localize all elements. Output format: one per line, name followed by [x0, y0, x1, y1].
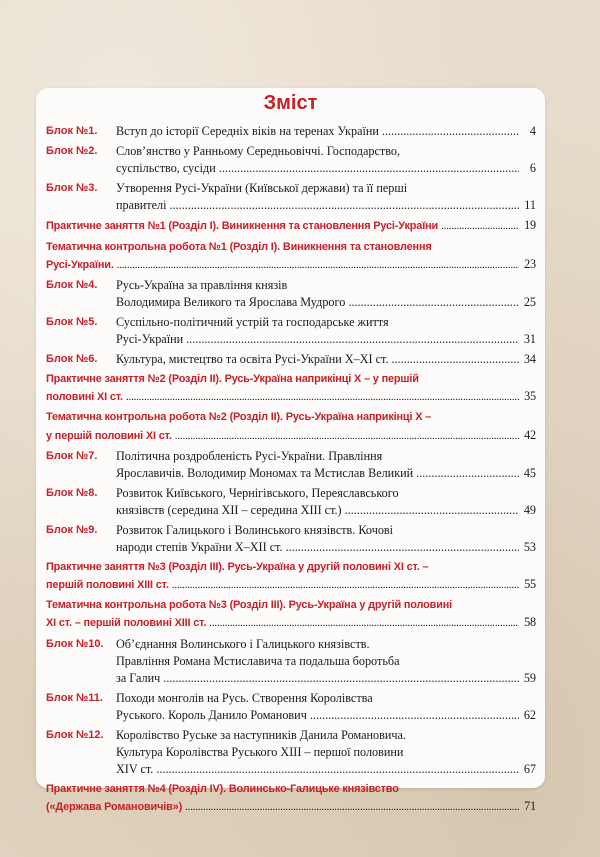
toc-entry-text: Правління Романа Мстиславича та подальша боротьба	[116, 653, 400, 668]
toc-entry[interactable]	[46, 448, 536, 482]
toc-entry-text: у першій половині ХІ ст.	[46, 429, 172, 442]
toc-page-number: 4	[529, 124, 536, 138]
toc-entry[interactable]	[46, 371, 536, 406]
toc-entry-label: Блок №4.	[46, 278, 98, 291]
toc-entry-label: Блок №8.	[46, 486, 98, 499]
toc-entry-text: Ярославичів. Володимир Мономах та Мстислав Великий	[116, 465, 414, 480]
toc-entry-text: суспільство, сусіди	[116, 161, 216, 176]
dot-leader	[117, 257, 519, 274]
toc-entry-text: ХІ ст. – першій половині ХІІІ ст.	[46, 617, 207, 630]
toc-page-number: 25	[523, 294, 536, 309]
toc-entry[interactable]	[46, 727, 536, 778]
toc-entry-text: Об’єднання Волинського і Галицького князівств.	[116, 636, 370, 651]
toc-entry[interactable]	[46, 485, 536, 519]
toc-page-number: 67	[523, 762, 536, 777]
toc-entry-text: Походи монголів на Русь. Створення Королівства	[116, 690, 373, 705]
page-title: Зміст	[263, 92, 318, 114]
toc-entry-text: народи степів України Х–ХІІ ст.	[116, 540, 283, 555]
toc-page-number: 53	[523, 540, 536, 555]
toc-entry-text: Практичне заняття №2 (Розділ ІІ). Русь-Україна наприкінці Х – у першій	[46, 373, 419, 386]
dot-leader	[392, 351, 519, 368]
toc-page-number: 45	[523, 465, 536, 480]
toc-page-number: 23	[524, 256, 536, 271]
dot-leader	[219, 160, 519, 177]
toc-entry-text: Русі-України.	[46, 258, 114, 271]
toc-entry-text: Практичне заняття №1 (Розділ І). Виникнення та становлення Русі-України	[46, 220, 439, 233]
toc-entry-text: першій половині ХІІІ ст.	[46, 579, 169, 592]
toc-entry-text: Королівство Руське за наступників Данила Романовича.	[116, 728, 406, 742]
toc-page-number: 42	[524, 427, 536, 442]
toc-entry-text: Політична роздробленість Русі-України. Правління	[116, 448, 383, 463]
dot-leader	[172, 577, 519, 594]
dot-leader	[209, 615, 519, 632]
toc-page-number: 62	[523, 707, 536, 722]
toc-entry[interactable]	[46, 143, 536, 177]
toc-entry-text: Тематична контрольна робота №2 (Розділ ІІ). Русь-Україна наприкінці Х –	[46, 411, 432, 424]
dot-leader	[156, 761, 519, 778]
toc-entry[interactable]	[46, 597, 536, 632]
toc-entry-label: Блок №11.	[46, 691, 103, 704]
toc-entry-text: Тематична контрольна робота №1 (Розділ І). Виникнення та становлення	[46, 240, 432, 253]
toc-entry-text: Культура Королівства Руського ХІІІ – першої половини	[116, 745, 404, 760]
toc-entry[interactable]	[46, 180, 536, 214]
toc-entry-text: Тематична контрольна робота №3 (Розділ ІІІ). Русь-Україна у другій половині	[46, 599, 453, 612]
toc-entry-label: Блок №1.	[46, 125, 98, 137]
toc-entry[interactable]	[46, 351, 536, 368]
dot-leader	[310, 707, 519, 724]
toc-entry-text: Русі-України	[116, 332, 184, 347]
toc-entry-text: Практичне заняття №4 (Розділ IV). Волинсько-Галицьке князівство	[46, 783, 399, 796]
toc-page-number: 58	[524, 615, 536, 630]
toc-page-number: 11	[524, 198, 536, 213]
dot-leader	[382, 123, 519, 140]
dot-leader	[441, 218, 519, 235]
table-of-contents	[46, 123, 536, 819]
toc-entry-text: Володимира Великого та Ярослава Мудрого	[116, 294, 346, 309]
toc-entry-label: Блок №12.	[46, 729, 104, 741]
toc-entry-text: Руського. Король Данило Романович	[116, 707, 307, 722]
toc-entry[interactable]	[46, 559, 536, 594]
toc-entry-text: Слов’янство у Ранньому Середньовіччі. Господарство,	[116, 144, 401, 159]
toc-entry-text: за Галич	[116, 670, 161, 685]
toc-page-number: 59	[523, 670, 536, 685]
toc-entry[interactable]	[46, 636, 536, 687]
toc-entry-text: Культура, мистецтво та освіта Русі-України Х–ХІ ст.	[116, 352, 389, 367]
toc-entry-text: ХІV ст.	[116, 762, 154, 777]
toc-entry-text: половині ХІ ст.	[46, 391, 123, 404]
dot-leader	[185, 799, 519, 816]
dot-leader	[126, 389, 519, 406]
toc-entry-text: Вступ до історії Середніх віків на теренах України	[116, 124, 379, 138]
toc-entry-text: Практичне заняття №3 (Розділ ІІІ). Русь-Україна у другій половині ХІ ст. –	[46, 561, 429, 574]
dot-leader	[163, 670, 519, 687]
toc-page-number: 49	[523, 502, 536, 517]
contents-card	[36, 88, 545, 814]
toc-page-number: 71	[524, 799, 536, 814]
toc-page-number: 6	[529, 161, 536, 176]
toc-entry-text: («Держава Романовичів»)	[46, 801, 183, 814]
toc-entry[interactable]	[46, 409, 536, 444]
toc-entry[interactable]	[46, 690, 536, 724]
toc-entry-text: Розвиток Галицького і Волинського князівств. Кочові	[116, 522, 394, 537]
toc-entry-text: правителі	[116, 198, 167, 213]
toc-entry-label: Блок №7.	[46, 449, 98, 462]
toc-entry[interactable]	[46, 314, 536, 348]
dot-leader	[286, 539, 519, 556]
toc-entry-text: Розвиток Київського, Чернігівського, Переяславського	[116, 485, 399, 500]
toc-page-number: 31	[523, 332, 536, 347]
toc-entry[interactable]	[46, 123, 536, 140]
toc-page-number: 19	[524, 218, 536, 233]
toc-entry-label: Блок №9.	[46, 523, 98, 536]
dot-leader	[348, 294, 519, 311]
toc-entry-label: Блок №2.	[46, 145, 98, 158]
dot-leader	[416, 465, 519, 482]
toc-entry-label: Блок №10.	[46, 637, 104, 650]
toc-entry-text: Суспільно-політичний устрій та господарське життя	[116, 314, 389, 329]
toc-page-number: 34	[523, 352, 536, 367]
toc-entry-label: Блок №3.	[46, 182, 98, 195]
toc-entry[interactable]	[46, 239, 536, 274]
toc-entry-label: Блок №6.	[46, 353, 98, 366]
toc-entry-label: Блок №5.	[46, 315, 98, 328]
toc-page-number: 55	[524, 577, 536, 592]
dot-leader	[186, 331, 519, 348]
toc-entry[interactable]	[46, 522, 536, 556]
toc-entry[interactable]	[46, 781, 536, 816]
toc-page-number: 35	[524, 389, 536, 404]
dot-leader	[175, 428, 519, 445]
toc-entry-text: князівств (середина ХІІ – середина ХІІІ ст.)	[116, 502, 342, 517]
toc-entry[interactable]	[46, 217, 536, 235]
toc-entry-text: Русь-Україна за правління князів	[116, 277, 288, 292]
dot-leader	[170, 197, 519, 214]
toc-entry[interactable]	[46, 277, 536, 311]
toc-entry-text: Утворення Русі-України (Київської держави) та її перші	[116, 181, 408, 196]
dot-leader	[345, 502, 519, 519]
